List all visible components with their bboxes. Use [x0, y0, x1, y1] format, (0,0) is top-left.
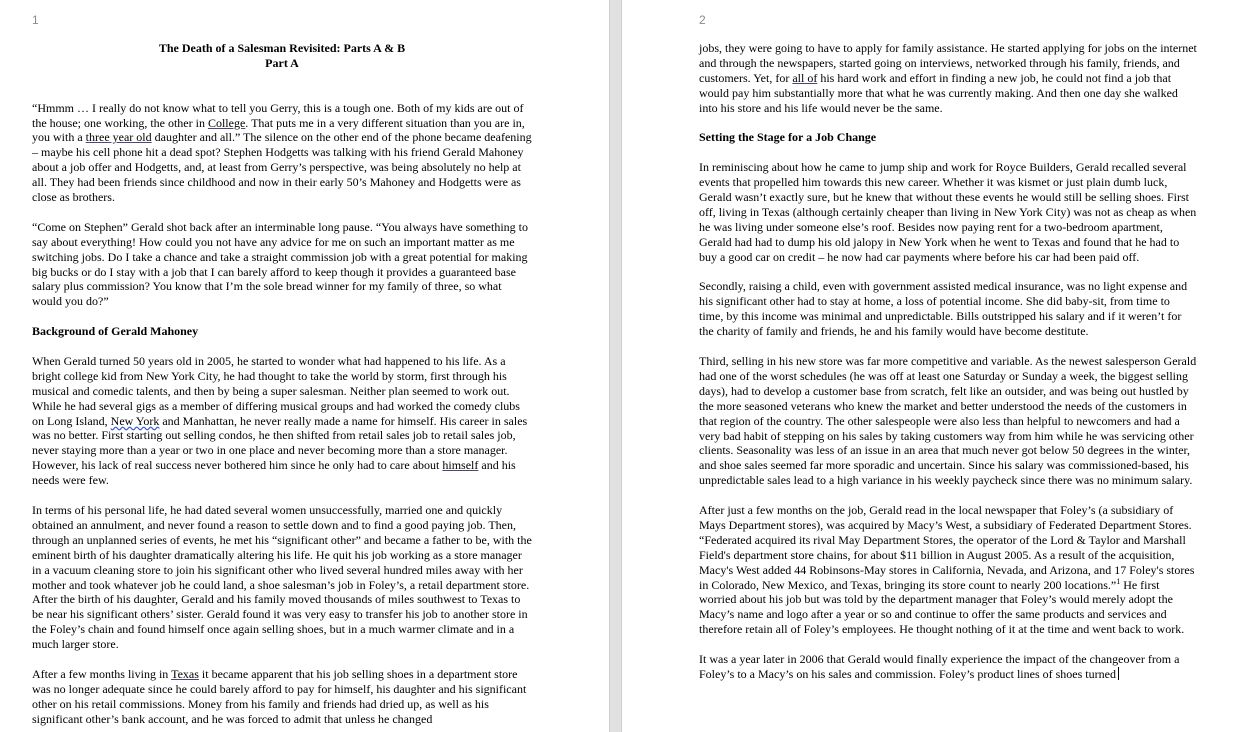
paragraph: After just a few months on the job, Gerald read in the local newspaper that Foley’s (a subsidiary of Mays Department stores), was acquired by Macy’s West, a subsidiary of Federated Department Stores. “Federated acquired its rival May Department Stores, the operator of the Lord & Taylor and Marshall Field's department store chains, for about $11 billion in August 2005. As a result of the acquisition, Macy's West added 44 Robinsons-May stores in California, Nevada, and Arizona, and 17 Foley's stores in Colorado, New Mexico, and Texas, bringing its store count to nearly 200 locations.”$^1$ He first worried about his job but was told by the department manager that Foley’s would merely adopt the Macy’s name and logo after a year or so and continue to offer the same products and services and therefore retain all of Foley’s employees. He thought nothing of it at the time and went back to work.	[699, 503, 1195, 637]
section-heading: Background of Gerald Mahoney	[32, 324, 199, 339]
grammar-flagged-word: New York	[110, 413, 160, 428]
page-number: 1	[32, 13, 39, 27]
paragraph: jobs, they were going to have to apply for family assistance. He started applying for jobs on the internet and through the newspapers, started going on interviews, networked through his family, friends, and customers. Yet, for all of his hard work and effort in finding a new job, he could not find a job that would pay him substantially more that what he was currently making. And then one day she walked into his store and his life would never be the same.	[699, 41, 1197, 115]
paragraph: In reminiscing about how he came to jump ship and work for Royce Builders, Gerald recalled several events that propelled him towards this new career. Whether it was kismet or just plain dumb luck, Gerald wasn’t exactly sure, but he knew that without these events he would still be selling shoes. First off, living in Texas (although certainly cheaper than living in New York City) was not as cheap as when he was living under someone else’s roof. Besides now paying rent for a two-bedroom apartment, Gerald had had to dump his old jalopy in New York when he went to Texas and found that he had to buy a good car on credit – he now had car payments where before his car had been paid off.	[699, 160, 1197, 264]
paragraph: In terms of his personal life, he had dated several women unsuccessfully, married one and quickly obtained an annulment, and never found a reason to settle down and to find a good paying job. Then, through an unplanned series of events, he met his “significant other” and became a father to be, with the eminent birth of his daughter dramatically altering his life. He quit his job working as a store manager in a vacuum cleaning store to join his significant other who lived several hundred miles away with her mother and took whatever job he could land, a shoe salesman’s job in Foley’s, a retail department store. After the birth of his daughter, Gerald and his family moved thousands of miles southwest to Texas to be near his significant others’ sister. Gerald found it was very easy to transfer his job to another store in the Foley’s chain and found himself once again selling shoes, but in a much warmer climate and in a much larger store.	[32, 503, 532, 652]
page-1-text[interactable]	[32, 41, 532, 732]
paragraph: After a few months living in Texas it became apparent that his job selling shoes in a department store was no longer adequate since he could barely afford to pay for himself, his daughter and his significant other on his retail commissions. Money from his family and friends had dried up, as well as his significant other’s bank account, and he was forced to admit that unless he changed	[32, 666, 527, 726]
page-number: 2	[699, 13, 706, 27]
page-gutter	[609, 0, 622, 732]
grammar-flagged-word: College	[207, 115, 246, 130]
grammar-flagged-word: all of	[792, 70, 818, 85]
paragraph: When Gerald turned 50 years old in 2005, he started to wonder what had happened to his life. As a bright college kid from New York City, he had thought to take the world by storm, first through his musical and comedic talents, and then by being a super salesman. Neither plan seemed to work out. While he had several gigs as a member of differing musical groups and had worked the comedy clubs on Long Island, New York and Manhattan, he never really made a name for himself. His career in sales was no better. First starting out selling condos, he then shifted from retail sales job to retail sales job, never staying more than a year or two in one place and never becoming more than a store manager. However, his lack of real success never bothered him since he only had to care about himself and his needs were few.	[32, 353, 528, 488]
document-part-heading: Part A	[265, 55, 299, 70]
document-title: The Death of a Salesman Revisited: Parts A & B	[158, 41, 406, 55]
paragraph: Third, selling in his new store was far more competitive and variable. As the newest salesperson Gerald had one of the worst schedules (he was off at least one Saturday or Sunday a week, the biggest selling days), had to develop a customer base from scratch, felt like an outsider, and was being out hustled by the more seasoned veterans who knew the market and better understood the needs of the customers in that region of the country. The other salespeople were also less than helpful to newcomers and had a very bad habit of stepping on his sales by taking customers way from him while he was servicing other clients. Seasonality was less of an issue in an area that much never got below 50 degrees in the winter, and shoe sales seemed far more sporadic and uncertain. Since his salary was commissioned-based, his unpredictable sales lead to a high variance in his weekly paycheck since there was no minimum salary.	[699, 353, 1197, 488]
page-2-text[interactable]	[699, 41, 1197, 697]
paragraph: “Hmmm … I really do not know what to tell you Gerry, this is a tough one. Both of my kids are out of the house; one working, the other in College. That puts me in a very different situation than you are in, you with a three year old daughter and all.” The silence on the other end of the phone became deafening – maybe his cell phone hit a dead spot? Stephen Hodgetts was talking with his friend Gerald Mahoney about a job offer and Hodgetts, and, at least from Gerry’s perspective, was being absolutely no help at all. They had been friends since childhood and now in their early 50’s Mahoney and Hodgetts were as close as brothers.	[32, 100, 532, 205]
grammar-flagged-word: Texas	[171, 666, 199, 681]
grammar-flagged-word: himself	[442, 458, 479, 473]
paragraph: “Come on Stephen” Gerald shot back after an interminable long pause. “You always have something to say about everything! How could you not have any advice for me on such an important matter as me switching jobs. Do I take a chance and take a straight commission job with a great potential for making big bucks or do I stay with a job that I can barely afford to keep though it provides a guaranteed base salary plus commission? You know that I’m the sole bread winner for my family of three, so what would you do?”	[32, 219, 528, 309]
document-page-2	[622, 0, 1238, 732]
text-cursor	[1118, 667, 1119, 680]
footnote-reference[interactable]: 1	[1116, 576, 1121, 586]
section-heading: Setting the Stage for a Job Change	[699, 130, 877, 145]
paragraph: It was a year later in 2006 that Gerald would finally experience the impact of the changeover from a Foley’s to a Macy’s on his sales and commission. Foley’s product lines of shoes turned	[699, 652, 1180, 681]
grammar-flagged-word: three year old	[85, 130, 152, 145]
document-page-1	[0, 0, 609, 732]
paragraph: Secondly, raising a child, even with government assisted medical insurance, was no light expense and his significant other had to stay at home, a loss of potential income. She did baby-sit, from time to time, by this income was minimal and unpredictable. Bills outstripped his salary and if it weren’t for the charity of family and friends, he and his family would have become destitute.	[699, 279, 1188, 339]
